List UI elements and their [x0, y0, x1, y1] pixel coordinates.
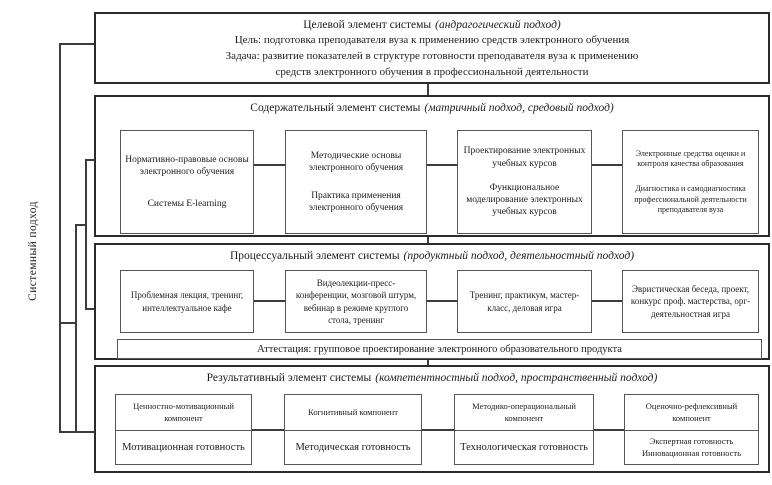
result-column-operational: [454, 394, 594, 465]
section-process-title-text: Процессуальный элемент системы: [229, 250, 400, 262]
connector-line: [427, 300, 457, 302]
content-box-normative: [120, 130, 254, 234]
process-box-heuristic: Эвристическая беседа, проект, конкурс проф. мастерства, орг-деятельностная игра: [622, 270, 759, 333]
process-box-lecture: Проблемная лекция, тренинг, интеллектуальное кафе: [120, 270, 254, 333]
connector-line: [592, 164, 622, 166]
section-content-element: [94, 95, 770, 237]
section-target-element: [94, 12, 770, 84]
target-task-text-line2: средств электронного обучения в профессиональной деятельности: [275, 66, 589, 78]
section-process-title: [96, 245, 768, 263]
connector-line: [75, 224, 77, 433]
section-target-title: [96, 14, 768, 32]
connector-line: [422, 429, 454, 431]
section-target-title-text: Целевой элемент системы: [303, 19, 432, 31]
content-box-methodical-top: Методические основы электронного обучения: [308, 150, 404, 173]
content-box-normative-bottom: Системы E-learning: [147, 199, 227, 209]
section-content-title-text: Содержательный элемент системы: [250, 102, 421, 114]
section-result-approach: (компетентностный подход, пространственный подход): [375, 372, 658, 384]
process-box-training: Тренинг, практикум, мастер-класс, деловая игра: [457, 270, 592, 333]
content-box-normative-top: Нормативно-правовые основы электронного обучения: [125, 154, 249, 177]
content-box-methodical: [285, 130, 427, 234]
content-box-assessment-top: Электронные средства оценки и контроля качества образования: [635, 148, 746, 169]
result-component-operational: Методико-операциональный компонент: [455, 395, 593, 431]
connector-line: [59, 43, 95, 45]
connector-line: [592, 300, 622, 302]
section-content-approach: (матричный подход, средовый подход): [424, 102, 614, 114]
connector-line: [254, 164, 285, 166]
connector-line: [594, 429, 624, 431]
result-column-reflexive: [624, 394, 759, 465]
connector-line: [427, 164, 457, 166]
target-goal-text: Цель: подготовка преподавателя вуза к применению средств электронного обучения: [234, 34, 630, 46]
content-box-methodical-bottom: Практика применения электронного обучения: [308, 190, 404, 214]
section-content-title: [96, 97, 768, 115]
connector-line: [254, 300, 285, 302]
connector-line: [59, 43, 61, 433]
content-box-assessment-bottom: Диагностика и самодиагностика профессиональной деятельности преподавателя вуза: [634, 184, 747, 214]
result-column-motivational: [115, 394, 252, 465]
attestation-box: Аттестация: групповое проектирование электронного образовательного продукта: [117, 339, 762, 359]
result-readiness-operational: Технологическая готовность: [460, 441, 588, 453]
result-readiness-reflexive-line2: Инновационная готовность: [641, 447, 742, 458]
section-result-title-text: Результативный элемент системы: [206, 372, 372, 384]
section-process-approach: (продуктный подход, деятельностный подход): [403, 250, 635, 262]
content-box-design-bottom: Функциональное моделирование электронных учебных курсов: [466, 182, 583, 218]
section-target-approach: (андрагогический подход): [435, 19, 561, 31]
section-result-element: [94, 365, 770, 473]
connector-line: [252, 429, 284, 431]
result-column-cognitive: [284, 394, 422, 465]
result-readiness-reflexive-line1: Экспертная готовность: [649, 435, 734, 446]
connector-line: [85, 159, 87, 310]
target-task-text-line1: Задача: развитие показателей в структуре готовности преподавателя вуза к применению: [225, 50, 639, 62]
process-box-videolectures: Видеолекции-пресс-конференции, мозговой штурм, вебинар в режиме круглого стола, тренинг: [285, 270, 427, 333]
result-readiness-cognitive: Методическая готовность: [295, 441, 411, 453]
result-readiness-motivational: Мотивационная готовность: [122, 441, 245, 453]
content-box-assessment: [622, 130, 759, 234]
content-box-design: [457, 130, 592, 234]
result-component-reflexive: Оценочно-рефлексивный компонент: [625, 395, 758, 431]
result-readiness-reflexive: [625, 431, 758, 464]
content-box-design-top: Проектирование электронных учебных курсов: [463, 146, 586, 169]
section-result-title: [96, 367, 768, 385]
result-component-cognitive: Когнитивный компонент: [285, 395, 421, 431]
connector-line: [59, 431, 95, 433]
section-process-element: [94, 243, 770, 360]
result-component-motivational: Ценностно-мотивационный компонент: [116, 395, 251, 431]
system-approach-label: Системный подход: [27, 201, 39, 301]
